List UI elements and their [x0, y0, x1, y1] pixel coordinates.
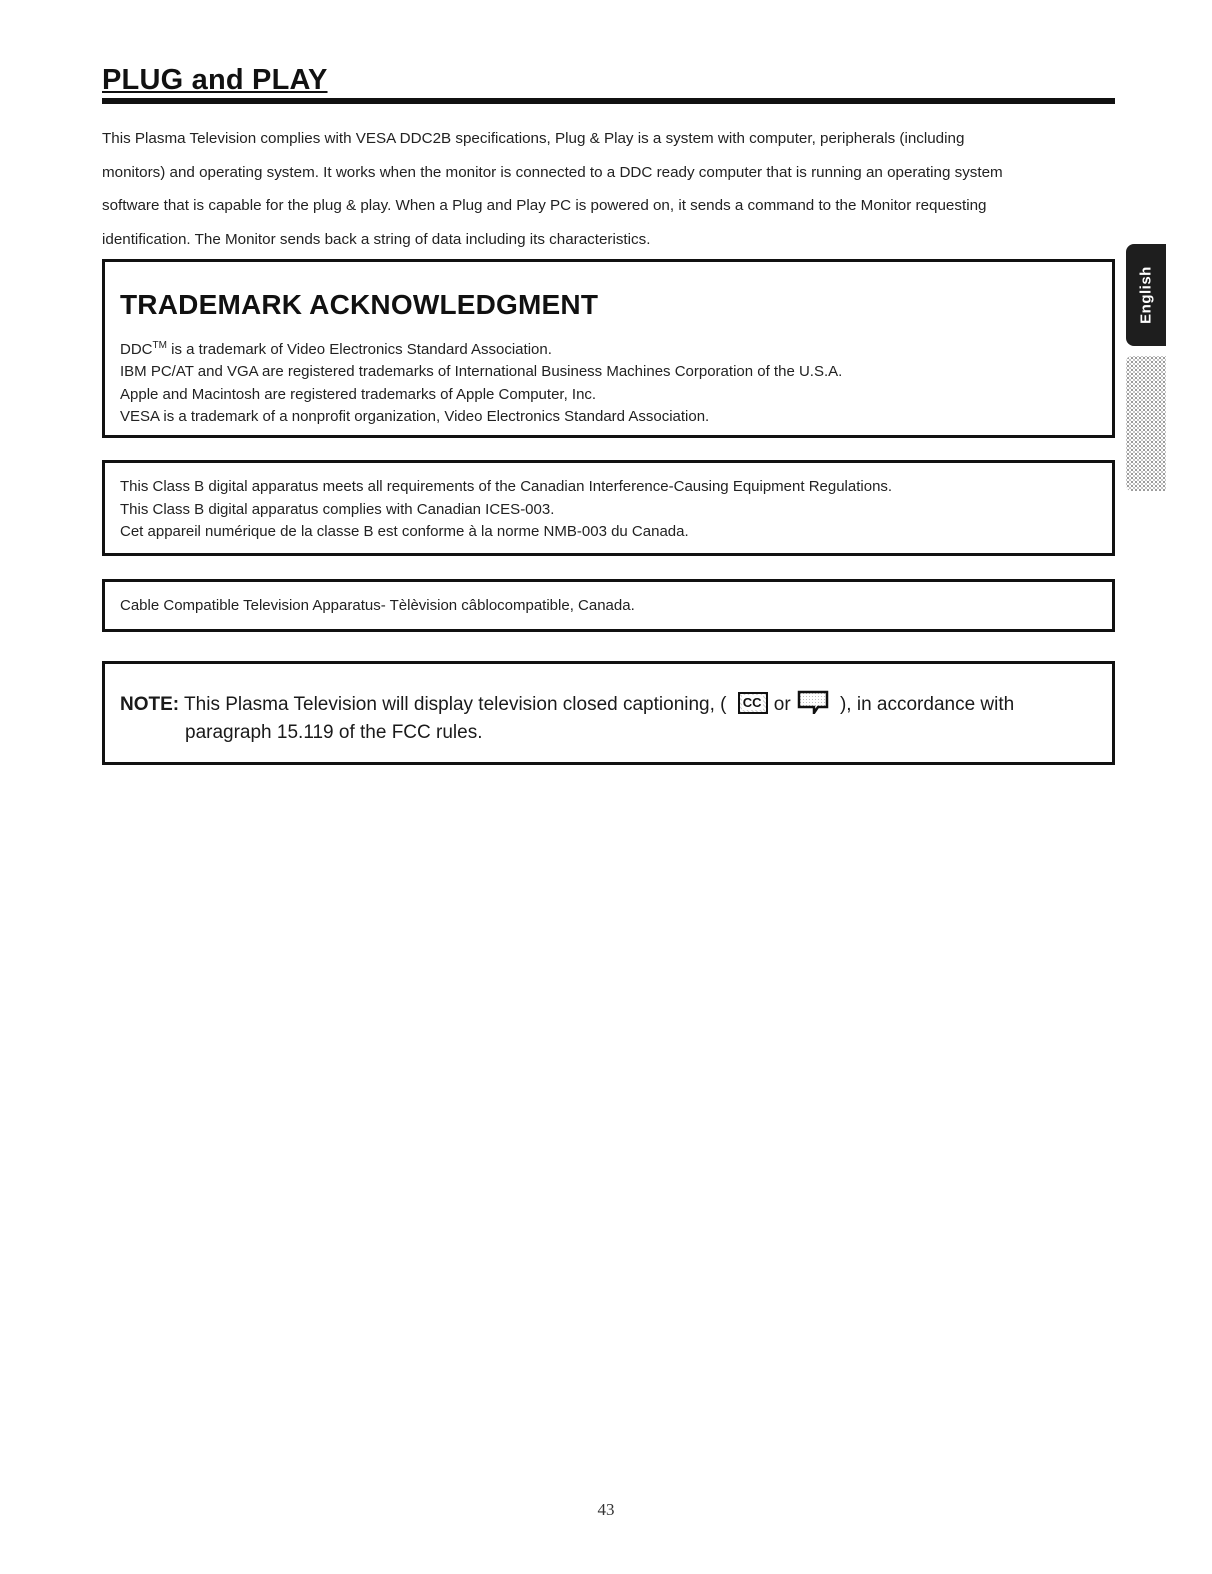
canada-line: This Class B digital apparatus complies with Canadian ICES-003. — [120, 500, 555, 518]
canada-lines — [120, 476, 892, 544]
canada-line: This Class B digital apparatus meets all requirements of the Canadian Interference-Causing Equipment Regulations. — [120, 478, 893, 495]
trademark-ddc-rest: is a trademark of Video Electronics Standard Association. — [166, 341, 552, 358]
note-or: or — [773, 694, 791, 715]
page-title: PLUG and PLAY — [102, 64, 328, 96]
cc-icon-label: CC — [742, 695, 762, 710]
dither-marker — [1126, 356, 1166, 491]
trademark-title: TRADEMARK ACKNOWLEDGMENT — [120, 289, 599, 320]
canada-line: Cet appareil numérique de la classe B est conforme à la norme NMB-003 du Canada. — [120, 523, 689, 540]
intro-line: monitors) and operating system. It works when the monitor is connected to a DDC ready computer that is running an operating system — [102, 163, 1003, 181]
trademark-lines — [120, 339, 842, 428]
cc-icon — [738, 692, 768, 714]
intro-line: identification. The Monitor sends back a string of data including its characteristics. — [102, 230, 651, 248]
trademark-box — [102, 259, 1115, 438]
note-box — [102, 661, 1115, 765]
canada-compliance-box — [102, 460, 1115, 556]
language-tab-label: English — [1137, 266, 1155, 324]
trademark-ddc: DDC — [120, 341, 153, 358]
trademark-line: VESA is a trademark of a nonprofit organization, Video Electronics Standard Association. — [120, 407, 710, 425]
trademark-line: Apple and Macintosh are registered trademarks of Apple Computer, Inc. — [120, 385, 597, 403]
trademark-line — [120, 339, 842, 361]
note-label: NOTE: — [120, 694, 180, 715]
title-rule — [102, 98, 1115, 104]
cable-text: Cable Compatible Television Apparatus- Tèlèvision câblocompatible, Canada. — [120, 597, 635, 614]
language-tab — [1126, 244, 1166, 346]
cable-compatible-box — [102, 579, 1115, 632]
note-text-after: ), in accordance with — [834, 694, 1015, 715]
intro-line: This Plasma Television complies with VESA DDC2B specifications, Plug & Play is a system with computer, peripherals (including — [102, 130, 965, 147]
intro-line: software that is capable for the plug & play. When a Plug and Play PC is powered on, it sends a command to the Monitor requesting — [102, 197, 987, 214]
page-number: 43 — [597, 1500, 615, 1519]
speech-bubble-icon — [797, 690, 829, 712]
note-line — [120, 690, 1014, 716]
intro-paragraph — [102, 122, 1112, 256]
trademark-line: IBM PC/AT and VGA are registered trademarks of International Business Machines Corporation of the U.S.A. — [120, 363, 843, 381]
trademark-tm-mark: TM — [152, 340, 167, 351]
note-text: This Plasma Television will display television closed captioning, ( — [179, 694, 732, 715]
note-line-2: paragraph 15.119 of the FCC rules. — [185, 722, 483, 743]
